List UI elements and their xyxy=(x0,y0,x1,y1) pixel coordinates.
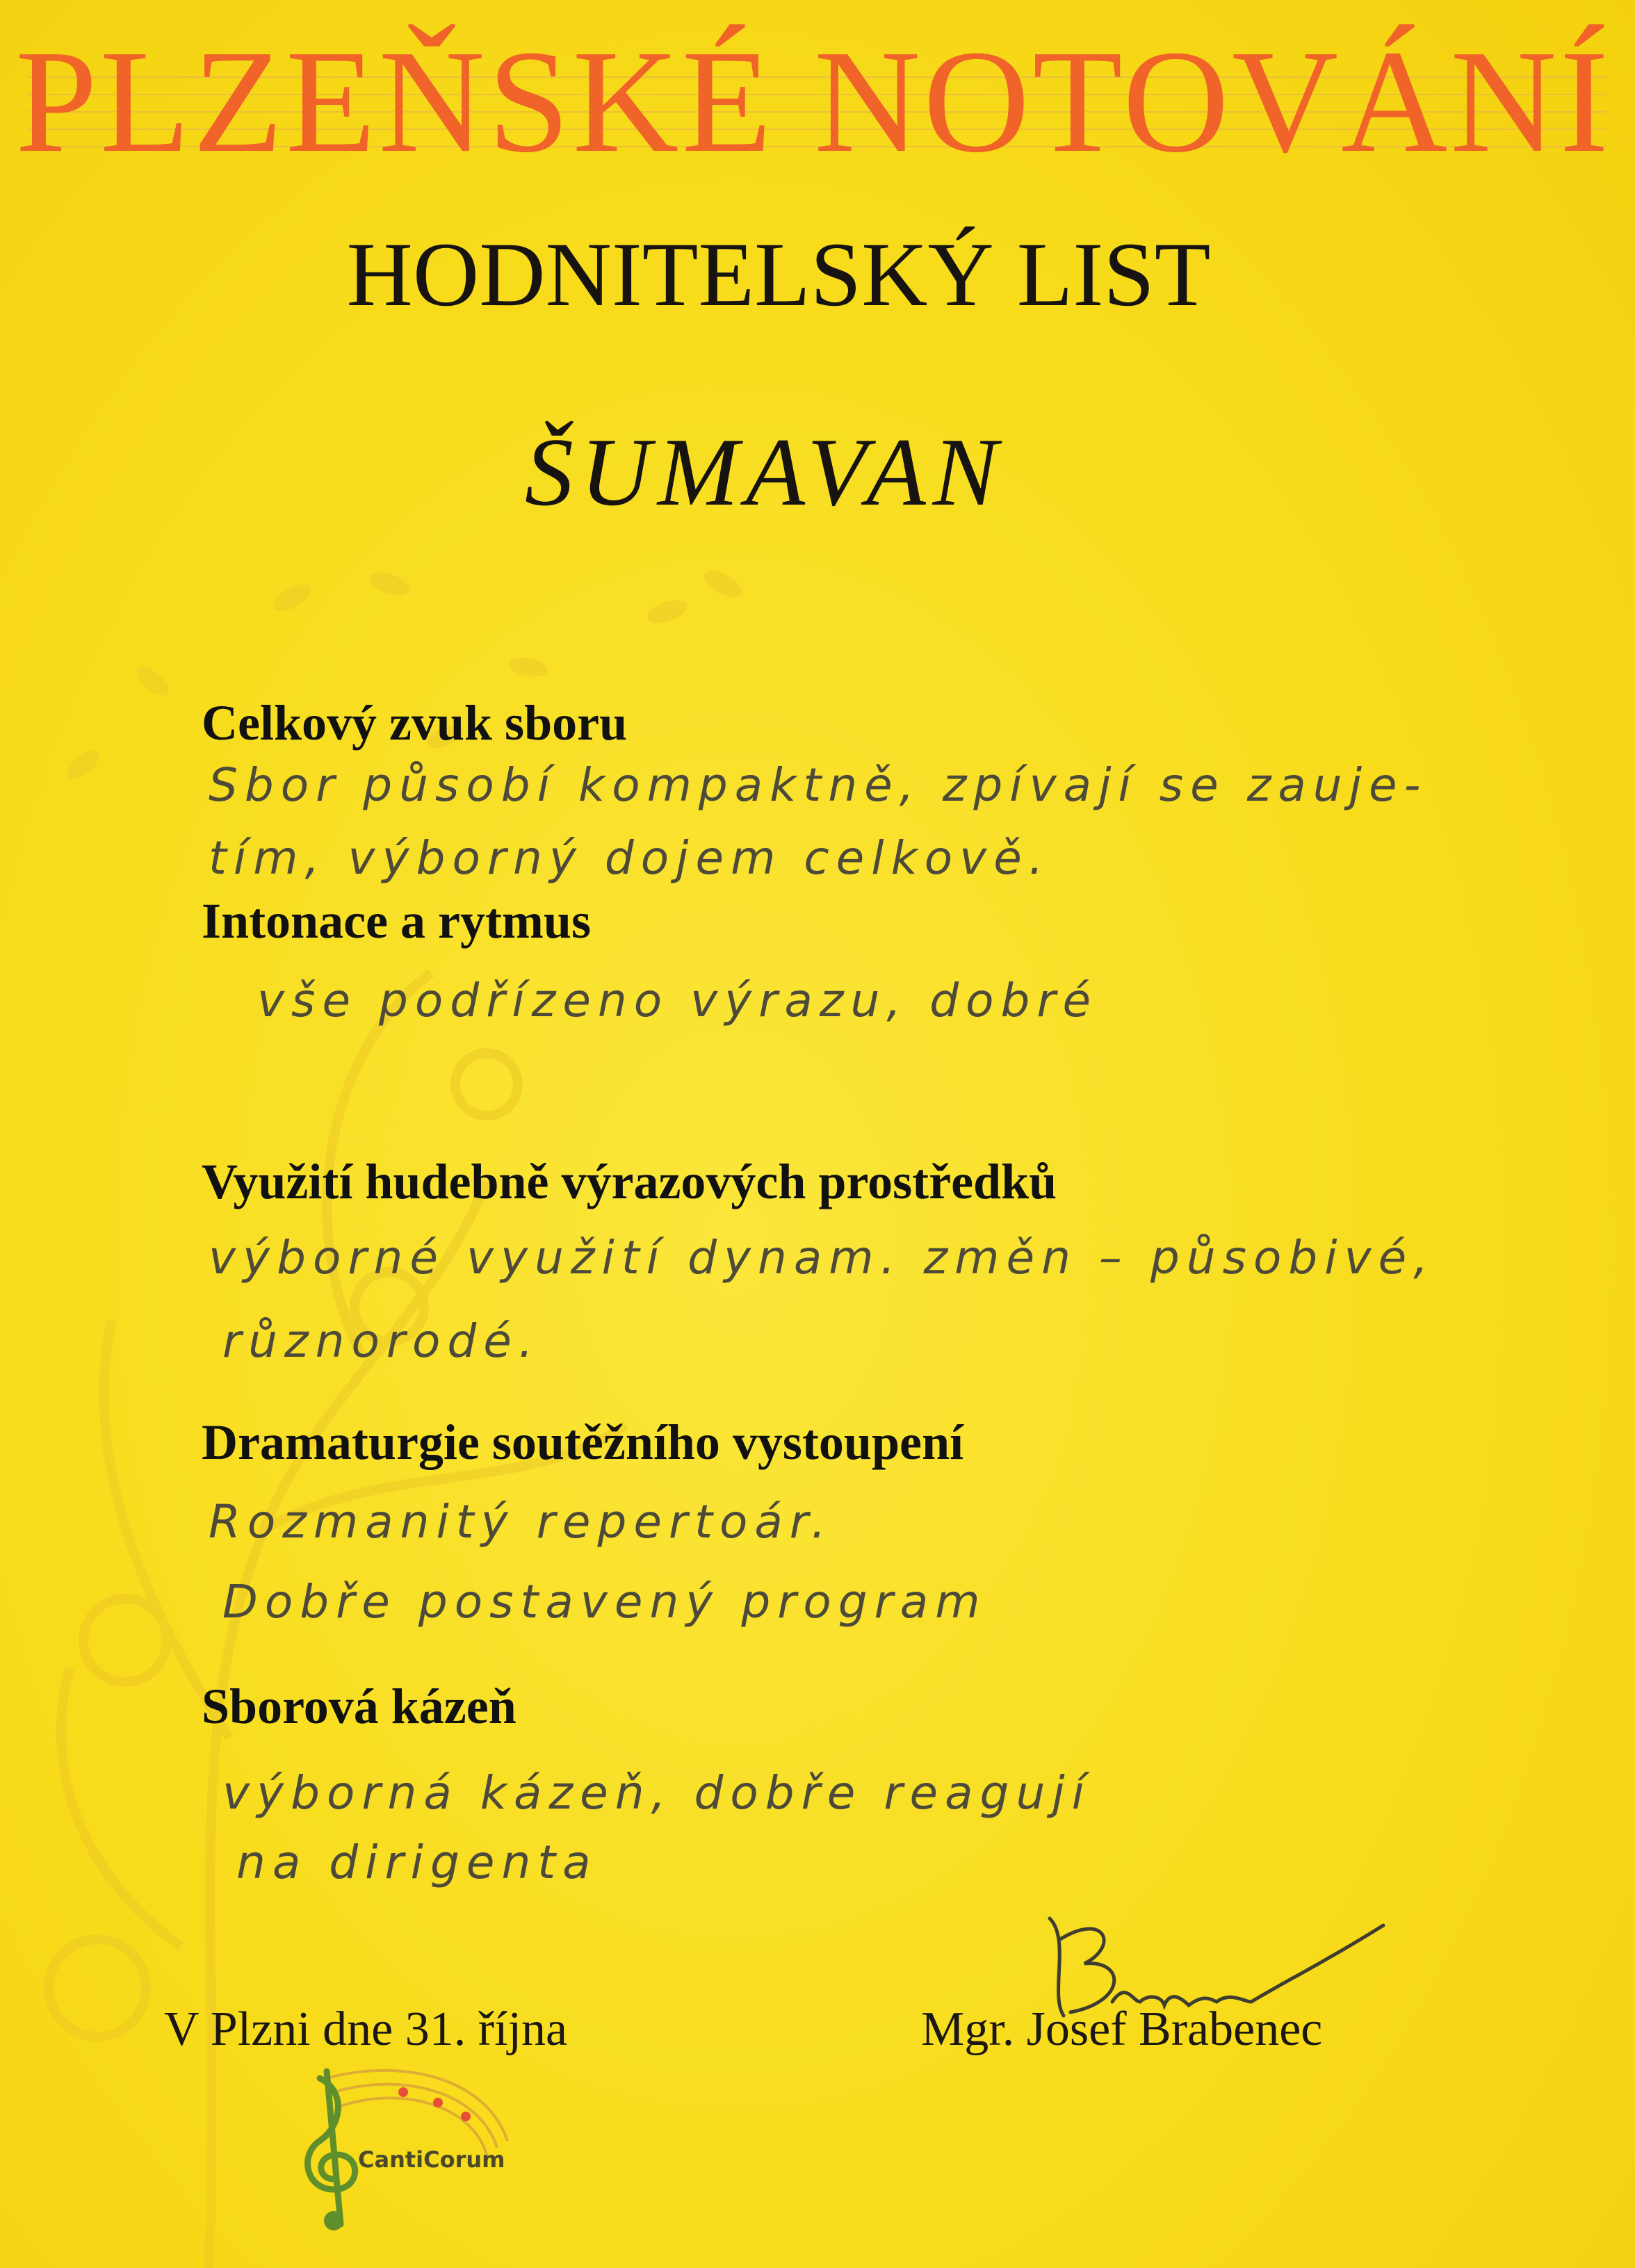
choir-name: ŠUMAVAN xyxy=(524,418,1005,526)
comment-line: vše podřízeno výrazu, dobré xyxy=(257,974,1098,1027)
judge-name: Mgr. Josef Brabenec xyxy=(921,2002,1323,2056)
place-and-date: V Plzni dne 31. října xyxy=(164,2002,568,2056)
comment-line: Dobře postavený program xyxy=(222,1575,987,1629)
comment-line: Rozmanitý repertoár. xyxy=(209,1495,833,1549)
section-heading-discipline: Sborová kázeň xyxy=(202,1679,516,1734)
comment-line: na dirigenta xyxy=(236,1836,598,1889)
comment-line: různorodé. xyxy=(222,1314,540,1368)
sheet-title: HODNITELSKÝ LIST xyxy=(346,223,1211,325)
canticorum-logo xyxy=(278,2050,535,2238)
event-title: PLZEŇSKÉ NOTOVÁNÍ xyxy=(15,19,1611,183)
section-heading-intonation-rhythm: Intonace a rytmus xyxy=(202,893,591,949)
comment-line: výborná kázeň, dobře reagují xyxy=(222,1766,1091,1820)
section-heading-dramaturgy: Dramaturgie soutěžního vystoupení xyxy=(202,1414,963,1470)
comment-line: Sbor působí kompaktně, zpívají se zauje- xyxy=(209,758,1428,812)
logo-label: CantiCorum xyxy=(358,2146,505,2173)
section-heading-overall-sound: Celkový zvuk sboru xyxy=(202,695,628,751)
section-heading-expressive-means: Využití hudebně výrazových prostředků xyxy=(202,1154,1057,1209)
comment-line: tím, výborný dojem celkově. xyxy=(209,831,1050,885)
comment-line: výborné využití dynam. změn – působivé, xyxy=(209,1231,1435,1284)
